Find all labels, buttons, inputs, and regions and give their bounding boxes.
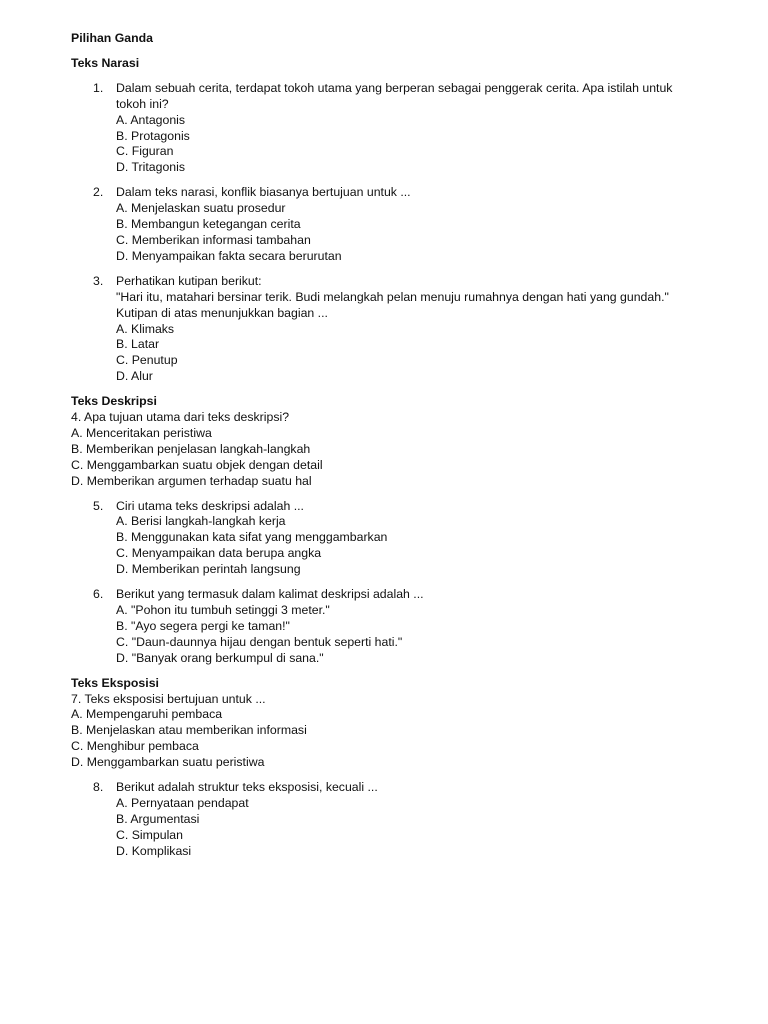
question-number: 3. bbox=[93, 273, 104, 288]
question-number: 6. bbox=[93, 587, 104, 602]
question-stem: Ciri utama teks deskripsi adalah ... bbox=[116, 498, 304, 513]
document-title: Pilihan Ganda bbox=[71, 31, 153, 45]
option-c: C. Menyampaikan data berupa angka bbox=[116, 546, 322, 561]
option-a: A. Klimaks bbox=[116, 321, 175, 336]
question-stem: 4. Apa tujuan utama dari teks deskripsi? bbox=[71, 410, 290, 425]
option-b: B. Latar bbox=[116, 337, 160, 352]
option-b: B. "Ayo segera pergi ke taman!" bbox=[116, 618, 290, 633]
option-a: A. Berisi langkah-langkah kerja bbox=[116, 514, 286, 529]
question-number: 8. bbox=[93, 780, 104, 795]
question-8 bbox=[71, 780, 701, 860]
option-d: D. Tritagonis bbox=[116, 160, 186, 175]
option-d: D. Memberikan argumen terhadap suatu hal bbox=[71, 473, 312, 488]
option-a: A. Antagonis bbox=[116, 112, 186, 127]
section-heading-deskripsi: Teks Deskripsi bbox=[71, 394, 157, 409]
option-a: A. Mempengaruhi pembaca bbox=[71, 707, 223, 722]
option-b: B. Menjelaskan atau memberikan informasi bbox=[71, 723, 307, 738]
option-d: D. Alur bbox=[116, 369, 153, 384]
option-d: D. Menyampaikan fakta secara berurutan bbox=[116, 248, 342, 263]
question-number: 2. bbox=[93, 185, 104, 200]
question-7 bbox=[71, 692, 701, 772]
option-b: B. Menggunakan kata sifat yang menggambarkan bbox=[116, 530, 388, 545]
option-c: C. "Daun-daunnya hijau dengan bentuk seperti hati." bbox=[116, 634, 403, 649]
question-stem: Berikut adalah struktur teks eksposisi, kecuali ... bbox=[116, 780, 378, 795]
question-number: 5. bbox=[93, 498, 104, 513]
option-b: B. Memberikan penjelasan langkah-langkah bbox=[71, 441, 311, 456]
option-c: C. Menghibur pembaca bbox=[71, 739, 199, 754]
question-2 bbox=[71, 185, 701, 265]
section-heading-eksposisi: Teks Eksposisi bbox=[71, 675, 159, 690]
question-quote: "Hari itu, matahari bersinar terik. Budi melangkah pelan menuju rumahnya dengan hati yang gundah." bbox=[116, 289, 669, 304]
option-a: A. "Pohon itu tumbuh setinggi 3 meter." bbox=[116, 603, 330, 617]
question-1 bbox=[71, 81, 701, 176]
option-d: D. Memberikan perintah langsung bbox=[116, 562, 301, 577]
option-c: C. Menggambarkan suatu objek dengan detail bbox=[71, 457, 323, 472]
option-b: B. Protagonis bbox=[116, 128, 190, 143]
question-3 bbox=[71, 274, 701, 385]
option-a: A. Pernyataan pendapat bbox=[116, 795, 249, 810]
option-c: C. Simpulan bbox=[116, 827, 183, 842]
question-stem: Dalam sebuah cerita, terdapat tokoh utama yang berperan sebagai penggerak cerita. Apa istilah untuk bbox=[116, 80, 673, 95]
option-d: D. "Banyak orang berkumpul di sana." bbox=[116, 650, 324, 665]
section-heading-narasi: Teks Narasi bbox=[71, 55, 140, 70]
question-stem: Dalam teks narasi, konflik biasanya bertujuan untuk ... bbox=[116, 185, 411, 200]
option-b: B. Membangun ketegangan cerita bbox=[116, 217, 301, 232]
question-stem: Perhatikan kutipan berikut: bbox=[116, 273, 262, 288]
document-page bbox=[71, 31, 701, 860]
question-stem: 7. Teks eksposisi bertujuan untuk ... bbox=[71, 691, 266, 706]
question-stem: Berikut yang termasuk dalam kalimat deskripsi adalah ... bbox=[116, 587, 424, 602]
option-a: A. Menjelaskan suatu prosedur bbox=[116, 201, 286, 216]
option-a: A. Menceritakan peristiwa bbox=[71, 425, 212, 440]
question-4 bbox=[71, 410, 701, 490]
question-6 bbox=[71, 587, 701, 667]
option-d: D. Komplikasi bbox=[116, 843, 192, 858]
option-c: C. Figuran bbox=[116, 144, 174, 159]
option-d: D. Menggambarkan suatu peristiwa bbox=[71, 755, 265, 770]
option-b: B. Argumentasi bbox=[116, 811, 200, 826]
option-c: C. Penutup bbox=[116, 353, 178, 368]
question-stem: Kutipan di atas menunjukkan bagian ... bbox=[116, 305, 328, 320]
question-5 bbox=[71, 499, 701, 579]
option-c: C. Memberikan informasi tambahan bbox=[116, 232, 311, 247]
question-number: 1. bbox=[93, 80, 104, 95]
question-stem: tokoh ini? bbox=[116, 96, 169, 111]
